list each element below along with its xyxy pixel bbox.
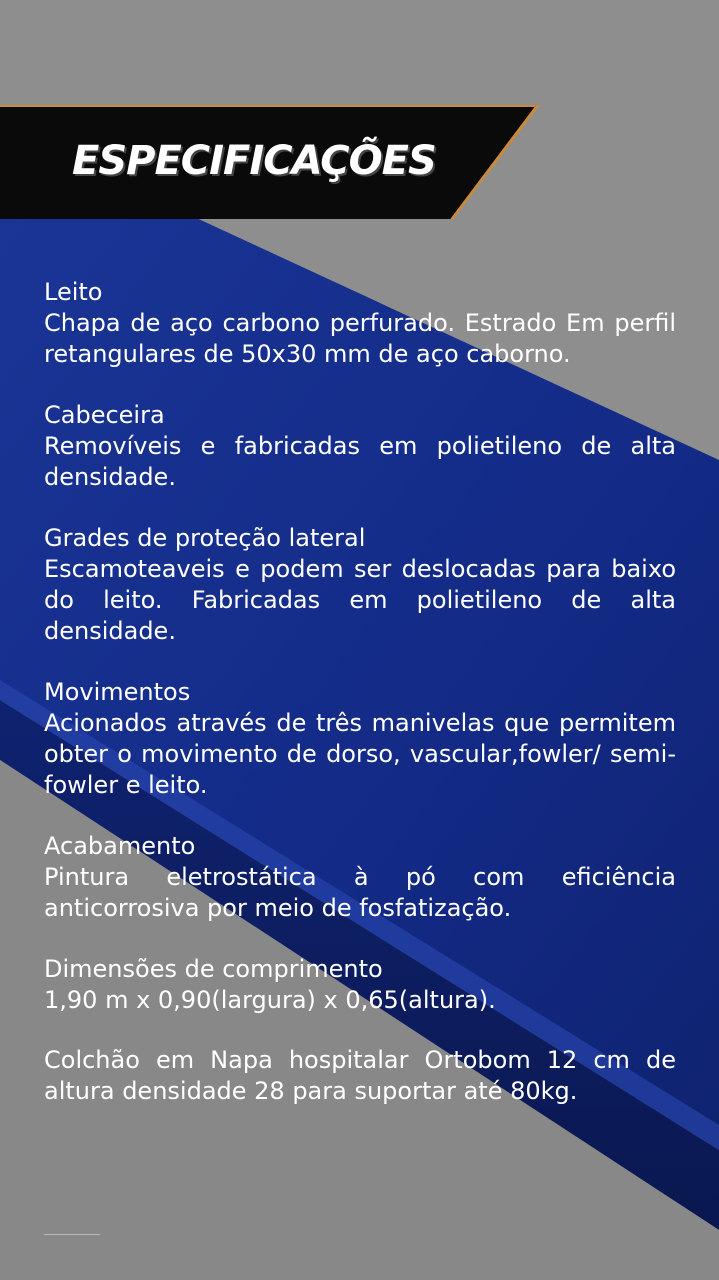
spec-heading: Dimensões de comprimento [44, 955, 383, 983]
spec-body: Removíveis e fabricadas em polietileno de alta densidade. [44, 432, 676, 491]
spec-body: Escamoteaveis e podem ser deslocadas para baixo do leito. Fabricadas em polietileno de alta densidade. [44, 555, 676, 645]
spec-section-colchao [44, 1045, 676, 1107]
divider [44, 1234, 100, 1235]
spec-heading: Acabamento [44, 832, 196, 860]
spec-heading: Leito [44, 278, 103, 306]
page-title: ESPECIFICAÇÕES [72, 138, 436, 184]
spec-section-leito [44, 276, 676, 370]
spec-section-acabamento [44, 830, 676, 924]
spec-body: Colchão em Napa hospitalar Ortobom 12 cm de altura densidade 28 para suportar até 80kg. [44, 1046, 676, 1105]
spec-section-movimentos [44, 676, 676, 801]
spec-body: 1,90 m x 0,90(largura) x 0,65(altura). [44, 986, 496, 1014]
spec-body: Chapa de aço carbono perfurado. Estrado Em perfil retangulares de 50x30 mm de aço caborno. [44, 309, 676, 368]
spec-section-cabeceira [44, 399, 676, 493]
spec-section-grades [44, 522, 676, 647]
spec-body: Acionados através de três manivelas que permitem obter o movimento de dorso, vascular,fowler/ semi-fowler e leito. [44, 709, 676, 799]
spec-heading: Cabeceira [44, 401, 165, 429]
spec-section-dimensoes [44, 953, 676, 1016]
spec-heading: Grades de proteção lateral [44, 524, 366, 552]
spec-body: Pintura eletrostática à pó com eficiência anticorrosiva por meio de fosfatização. [44, 863, 676, 922]
spec-heading: Movimentos [44, 678, 191, 706]
specifications-list [44, 276, 676, 1107]
